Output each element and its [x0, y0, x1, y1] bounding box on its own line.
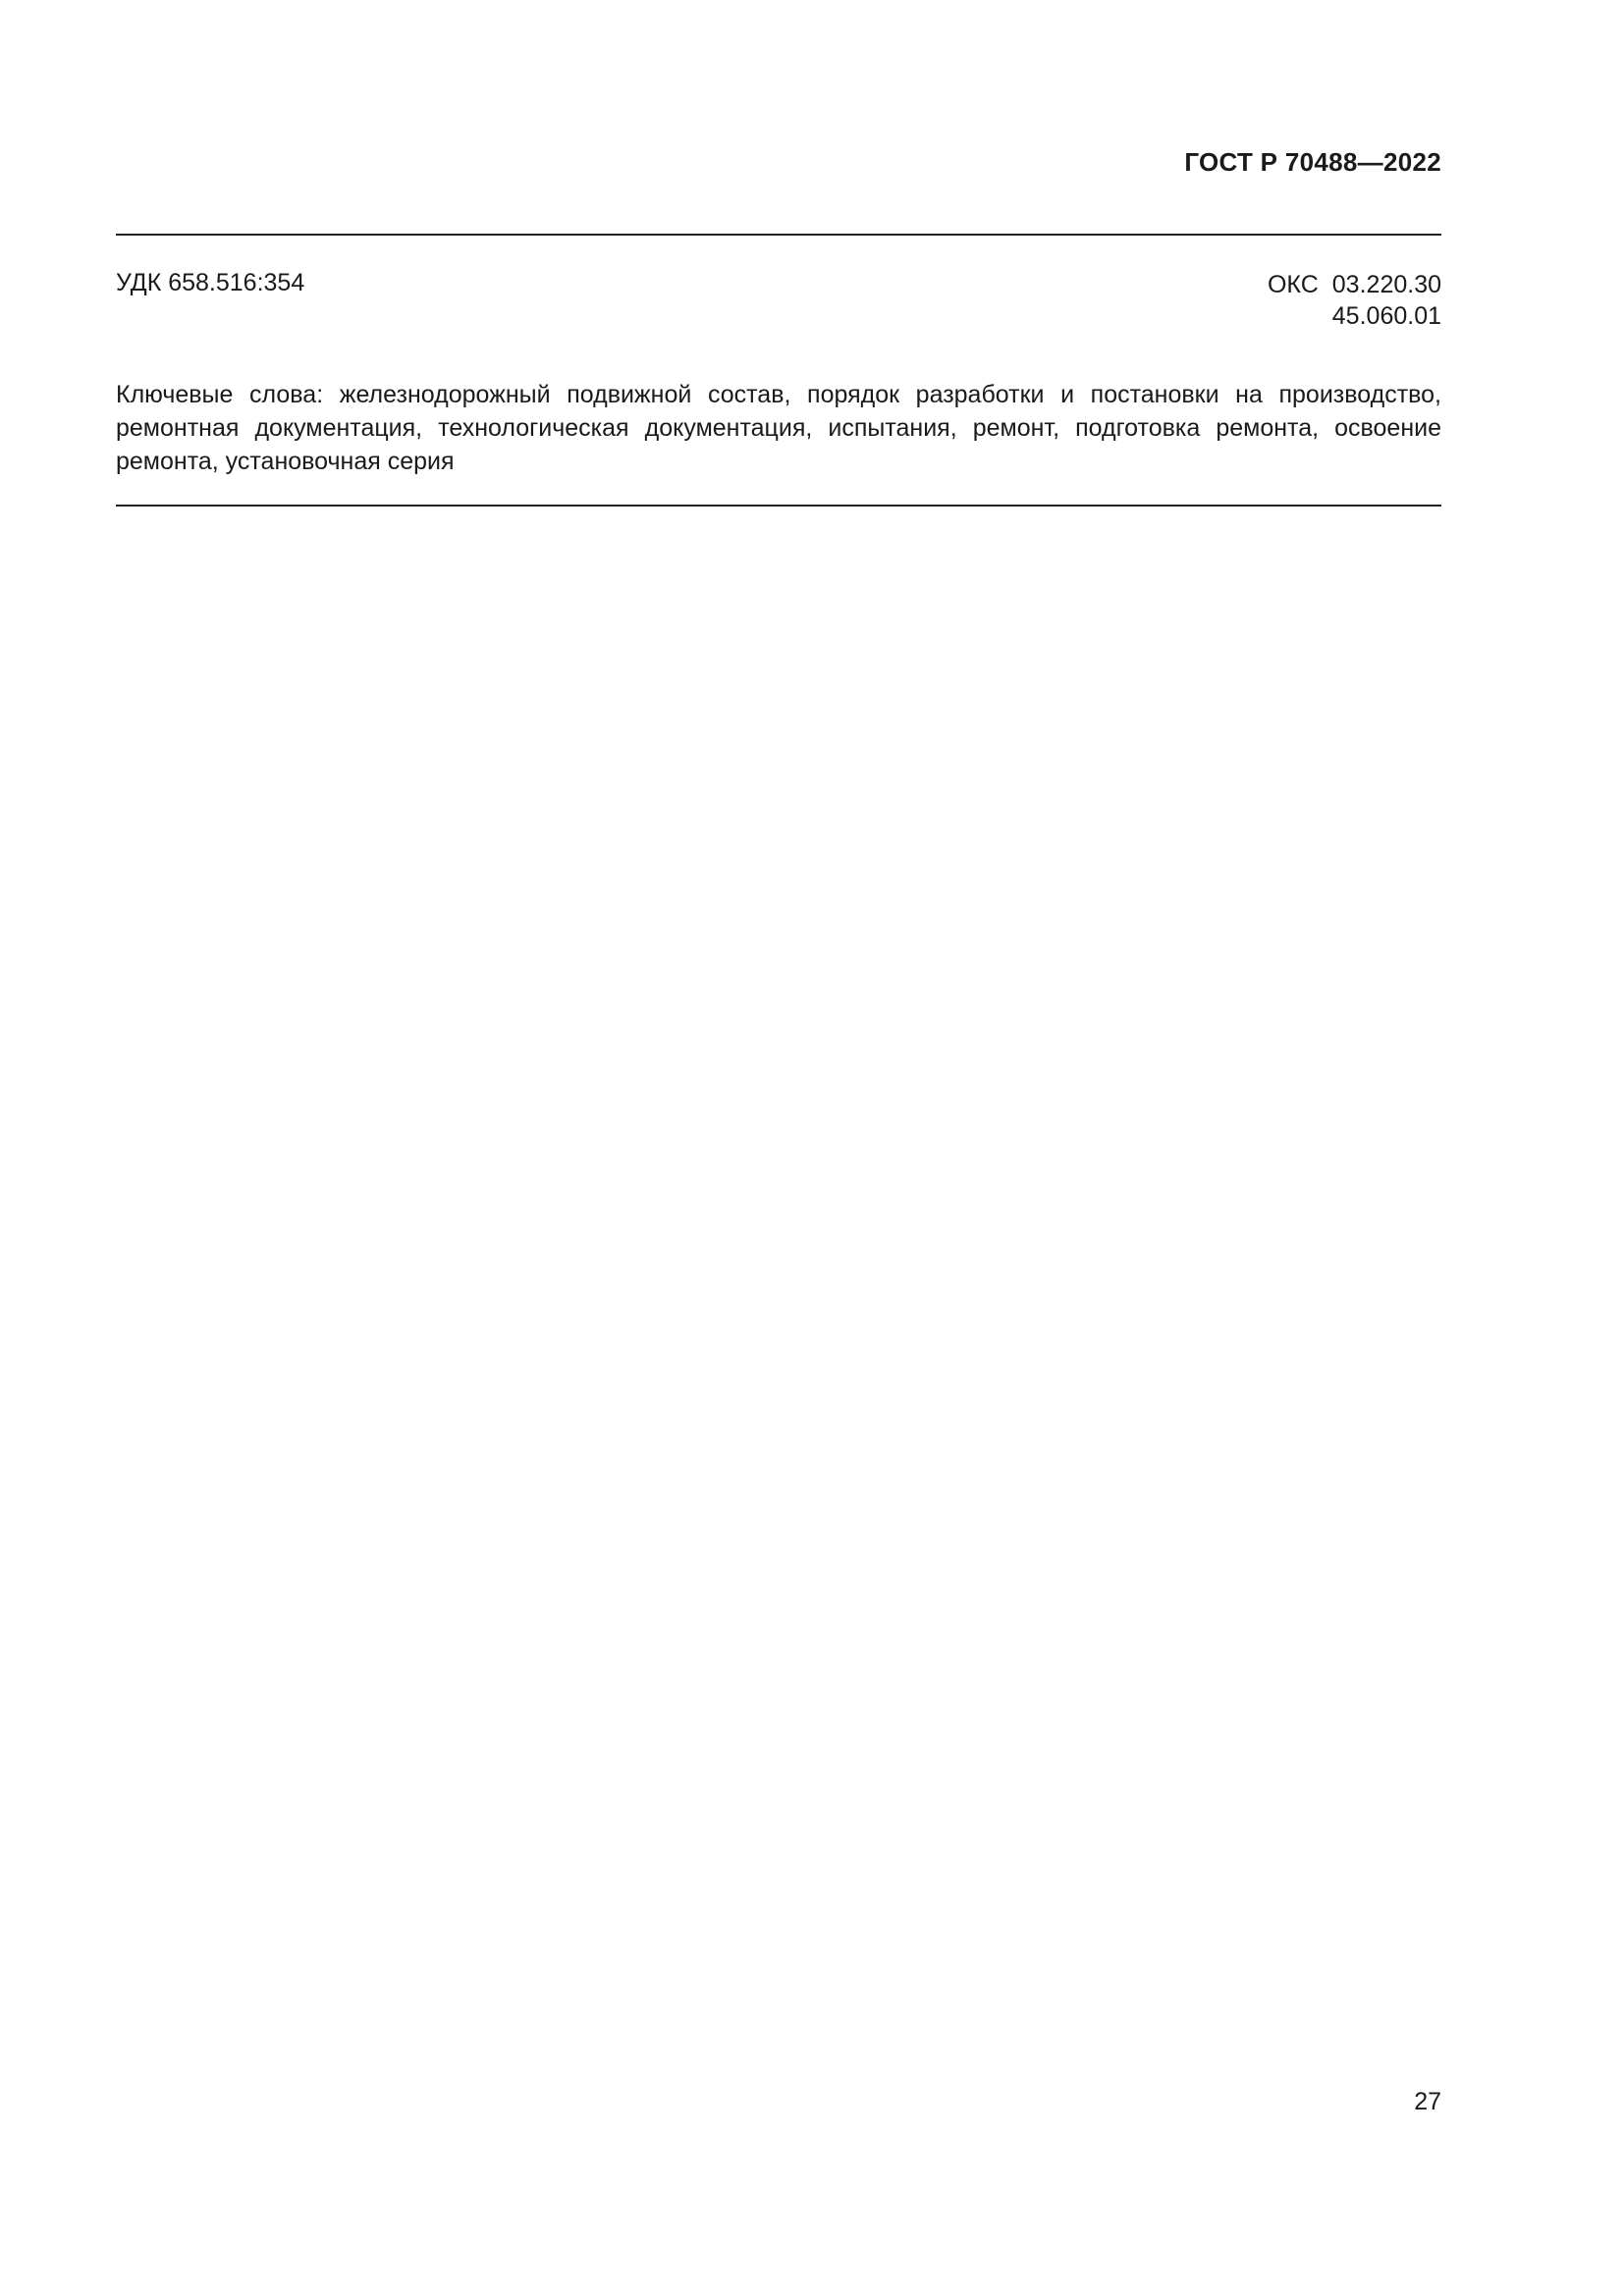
document-code: ГОСТ Р 70488—2022 [1184, 147, 1441, 177]
udk-code: УДК 658.516:354 [116, 269, 305, 296]
bottom-divider [116, 505, 1441, 507]
oks-block [1268, 269, 1441, 332]
top-divider [116, 234, 1441, 236]
oks-label: ОКС [1267, 271, 1319, 298]
oks-row [1268, 300, 1441, 332]
oks-row [1268, 269, 1441, 300]
keywords-paragraph: Ключевые слова: железнодорожный подвижной состав, порядок разработки и постановки на производство, ремонтная документация, технологическая документация, испытания, ремонт, подготовка ремонта, освоение ремонта, установочная серия [116, 381, 1441, 475]
oks-code: 45.060.01 [1331, 302, 1441, 330]
oks-code: 03.220.30 [1331, 271, 1441, 298]
page-number: 27 [1414, 2088, 1441, 2115]
